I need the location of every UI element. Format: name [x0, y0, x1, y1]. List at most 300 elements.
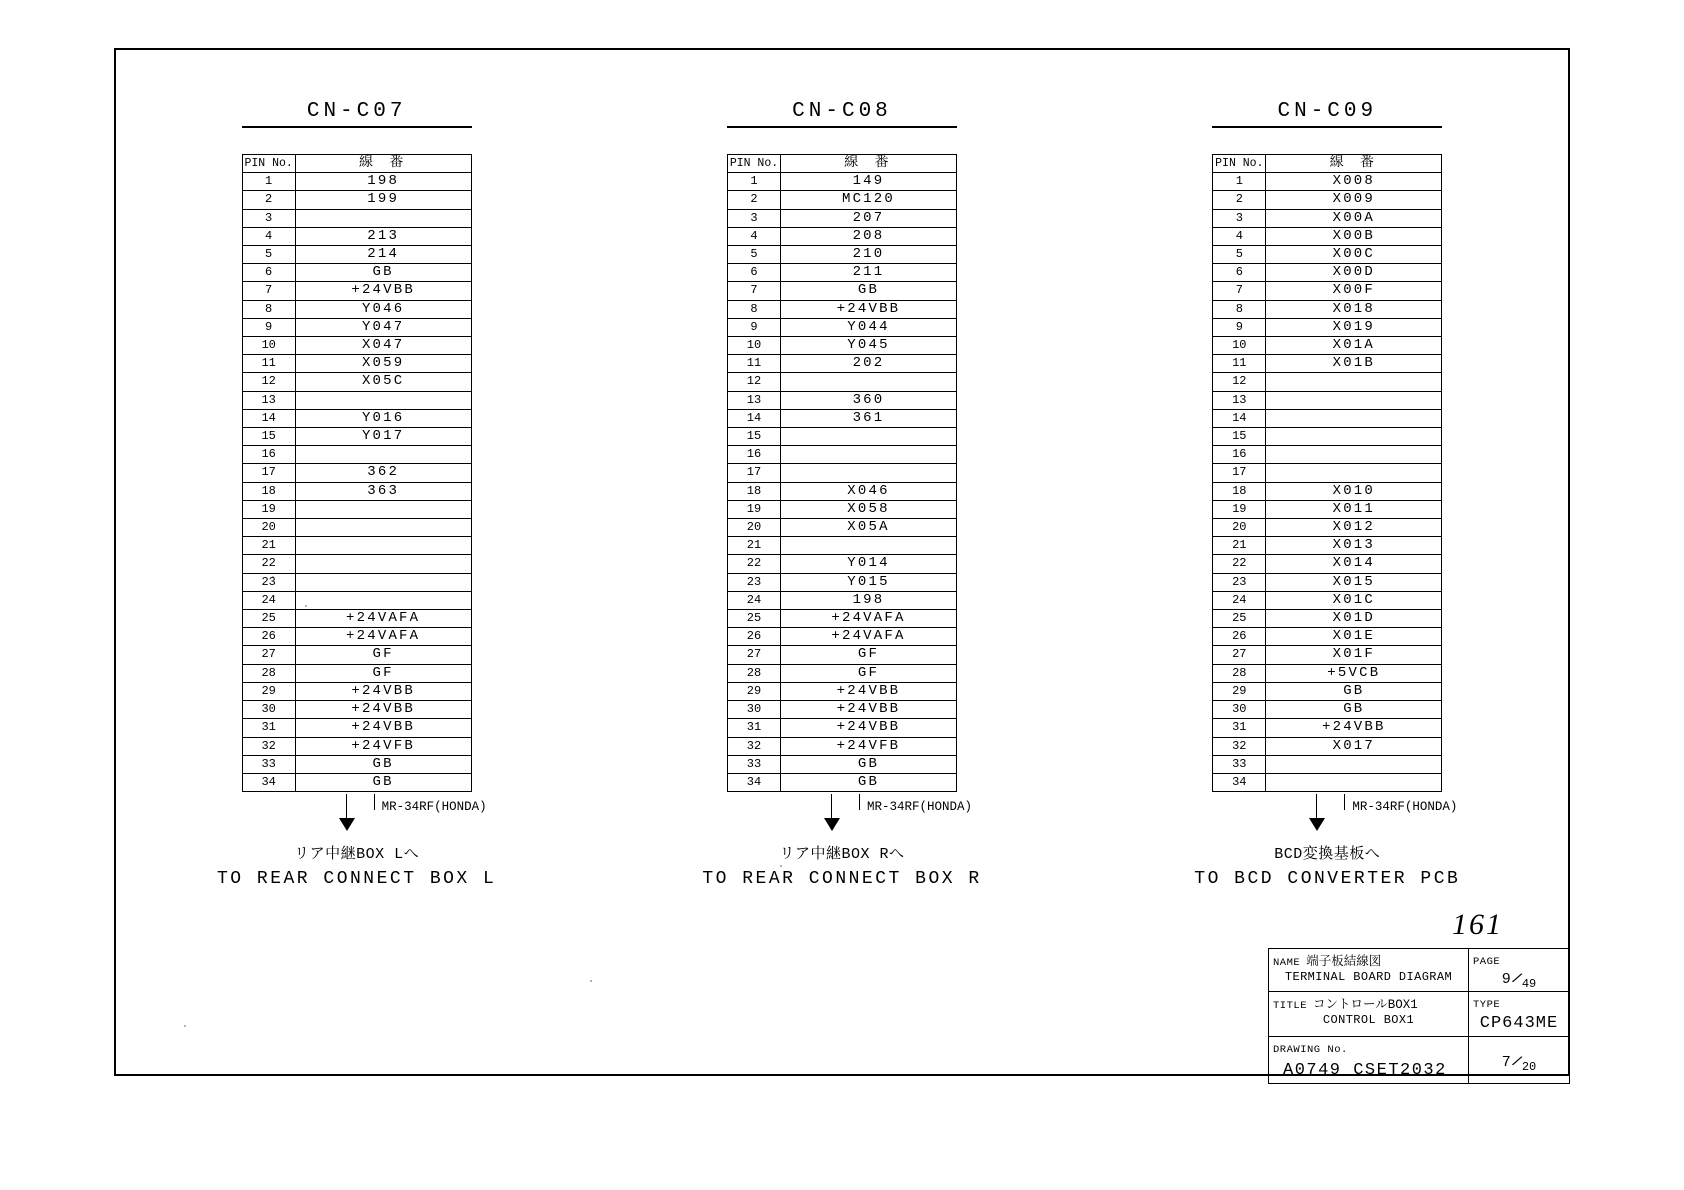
pin-number-cell: 26 — [242, 628, 295, 646]
wire-number-cell — [295, 537, 471, 555]
pin-number-cell: 13 — [727, 391, 780, 409]
header-wire-no: 線 番 — [1266, 155, 1442, 173]
table-row — [1213, 755, 1442, 773]
wire-number-cell: +24VAFA — [295, 628, 471, 646]
name-value-jp: 端子板結線図 — [1306, 955, 1382, 969]
page-denominator: 49 — [1521, 977, 1537, 991]
table-row — [727, 264, 956, 282]
pin-number-cell: 20 — [727, 519, 780, 537]
title-block-title-cell — [1269, 992, 1469, 1036]
table-row — [242, 282, 471, 300]
pin-number-cell: 16 — [242, 446, 295, 464]
pin-number-cell: 27 — [1213, 646, 1266, 664]
connector-title: CN-C09 — [1212, 100, 1442, 128]
table-row — [242, 482, 471, 500]
title-block-page-cell — [1469, 949, 1569, 991]
connector-type-label: MR-34RF(HONDA) — [866, 800, 973, 815]
pin-number-cell: 6 — [727, 264, 780, 282]
wire-number-cell: +24VFB — [780, 737, 956, 755]
wire-number-cell — [1266, 409, 1442, 427]
table-row — [242, 682, 471, 700]
rev-numerator: 7 — [1501, 1054, 1511, 1071]
wire-number-cell: GB — [295, 264, 471, 282]
wire-number-cell — [1266, 446, 1442, 464]
pin-number-cell: 31 — [1213, 719, 1266, 737]
wire-number-cell: X01B — [1266, 355, 1442, 373]
wire-number-cell: X01C — [1266, 591, 1442, 609]
wire-number-cell: X01A — [1266, 337, 1442, 355]
connector-tables-container — [114, 100, 1570, 889]
wire-number-cell: X00F — [1266, 282, 1442, 300]
table-row — [1213, 337, 1442, 355]
wire-number-cell: X05C — [295, 373, 471, 391]
pin-number-cell: 2 — [242, 191, 295, 209]
title-block — [1268, 948, 1570, 1084]
table-row — [727, 628, 956, 646]
wire-number-cell: X019 — [1266, 318, 1442, 336]
table-row — [242, 573, 471, 591]
table-row — [1213, 409, 1442, 427]
wire-number-cell: X011 — [1266, 500, 1442, 518]
header-pin-no: PIN No. — [242, 155, 295, 173]
wire-number-cell: X059 — [295, 355, 471, 373]
arrow-shaft — [831, 794, 832, 820]
wire-number-cell: 213 — [295, 227, 471, 245]
connector-block-cn-c09 — [1137, 100, 1517, 889]
title-block-drawing-cell — [1269, 1037, 1469, 1083]
pin-number-cell: 20 — [1213, 519, 1266, 537]
pin-number-cell: 2 — [1213, 191, 1266, 209]
pin-number-cell: 1 — [727, 173, 780, 191]
pin-number-cell: 30 — [1213, 701, 1266, 719]
header-wire-no: 線 番 — [780, 155, 956, 173]
table-row — [242, 264, 471, 282]
wire-number-cell: Y016 — [295, 409, 471, 427]
wire-number-cell — [295, 500, 471, 518]
table-row — [1213, 628, 1442, 646]
pin-number-cell: 3 — [1213, 209, 1266, 227]
type-key: TYPE — [1473, 999, 1501, 1011]
pin-number-cell: 9 — [242, 318, 295, 336]
table-row — [1213, 428, 1442, 446]
wire-number-cell — [780, 446, 956, 464]
leader-line — [859, 794, 860, 810]
pin-number-cell: 23 — [1213, 573, 1266, 591]
table-row — [727, 282, 956, 300]
pin-number-cell: 14 — [1213, 409, 1266, 427]
pin-number-cell: 30 — [727, 701, 780, 719]
wire-number-cell: X010 — [1266, 482, 1442, 500]
pin-number-cell: 30 — [242, 701, 295, 719]
wire-number-cell: X058 — [780, 500, 956, 518]
pin-number-cell: 7 — [242, 282, 295, 300]
table-row — [1213, 555, 1442, 573]
table-row — [1213, 227, 1442, 245]
pin-number-cell: 24 — [727, 591, 780, 609]
pin-number-cell: 28 — [1213, 664, 1266, 682]
table-row — [242, 701, 471, 719]
pin-number-cell: 10 — [727, 337, 780, 355]
wire-number-cell: 210 — [780, 246, 956, 264]
table-header-row — [727, 155, 956, 173]
fraction-bar: / — [1509, 969, 1524, 990]
wire-number-cell: 211 — [780, 264, 956, 282]
table-row — [727, 173, 956, 191]
connector-block-cn-c08 — [652, 100, 1032, 889]
wire-number-cell: GF — [295, 664, 471, 682]
table-header-row — [242, 155, 471, 173]
wire-number-cell — [780, 464, 956, 482]
table-row — [727, 428, 956, 446]
wire-number-cell — [295, 573, 471, 591]
table-row — [727, 318, 956, 336]
wire-number-cell: 360 — [780, 391, 956, 409]
title-block-name-cell — [1269, 949, 1469, 991]
header-pin-no: PIN No. — [727, 155, 780, 173]
pin-number-cell: 28 — [242, 664, 295, 682]
wire-number-cell: 202 — [780, 355, 956, 373]
wire-number-cell — [1266, 773, 1442, 791]
wire-number-cell — [295, 591, 471, 609]
wire-number-cell: Y015 — [780, 573, 956, 591]
table-row — [242, 428, 471, 446]
wire-number-cell: 198 — [295, 173, 471, 191]
table-row — [242, 318, 471, 336]
table-row — [242, 500, 471, 518]
pin-number-cell: 18 — [1213, 482, 1266, 500]
wire-number-cell — [780, 373, 956, 391]
pin-number-cell: 22 — [727, 555, 780, 573]
wire-number-cell: +24VBB — [295, 682, 471, 700]
table-row — [727, 719, 956, 737]
table-row — [1213, 719, 1442, 737]
wire-number-cell: +24VBB — [780, 701, 956, 719]
wire-number-cell: X01F — [1266, 646, 1442, 664]
wire-number-cell: X00A — [1266, 209, 1442, 227]
table-row — [1213, 573, 1442, 591]
wire-number-cell: 363 — [295, 482, 471, 500]
title-block-name-row — [1269, 949, 1569, 992]
wire-number-cell: Y017 — [295, 428, 471, 446]
pin-number-cell: 33 — [1213, 755, 1266, 773]
pin-number-cell: 16 — [1213, 446, 1266, 464]
pin-number-cell: 15 — [1213, 428, 1266, 446]
table-row — [242, 719, 471, 737]
drawing-value: A0749 CSET2032 — [1283, 1061, 1447, 1080]
wire-number-cell: Y046 — [295, 300, 471, 318]
table-row — [242, 173, 471, 191]
pin-number-cell: 18 — [727, 482, 780, 500]
pin-rows-cn-c08 — [727, 173, 956, 792]
pin-number-cell: 24 — [242, 591, 295, 609]
destination-cn-c07 — [217, 842, 496, 889]
pin-number-cell: 17 — [1213, 464, 1266, 482]
table-row — [1213, 318, 1442, 336]
connector-title: CN-C08 — [727, 100, 957, 128]
pin-number-cell: 8 — [1213, 300, 1266, 318]
wire-number-cell: GF — [780, 664, 956, 682]
table-row — [242, 391, 471, 409]
pin-rows-cn-c07 — [242, 173, 471, 792]
table-row — [242, 300, 471, 318]
wire-number-cell — [295, 391, 471, 409]
table-row — [1213, 464, 1442, 482]
header-wire-no: 線 番 — [295, 155, 471, 173]
wire-number-cell: GB — [780, 773, 956, 791]
connector-type-label: MR-34RF(HONDA) — [381, 800, 487, 815]
arrow-head-icon — [339, 818, 355, 831]
pin-number-cell: 8 — [242, 300, 295, 318]
page-value — [1473, 969, 1565, 991]
wire-number-cell: X017 — [1266, 737, 1442, 755]
pin-number-cell: 19 — [242, 500, 295, 518]
pin-number-cell: 31 — [727, 719, 780, 737]
pin-number-cell: 29 — [242, 682, 295, 700]
pin-number-cell: 12 — [727, 373, 780, 391]
arrow-shaft — [346, 794, 347, 820]
pin-number-cell: 4 — [242, 227, 295, 245]
wire-number-cell: X047 — [295, 337, 471, 355]
wire-number-cell: +24VBB — [295, 701, 471, 719]
wire-number-cell: 214 — [295, 246, 471, 264]
connector-arrow-cn-c07 — [242, 794, 487, 840]
table-row — [242, 737, 471, 755]
destination-label-en: TO REAR CONNECT BOX L — [216, 869, 497, 890]
wire-number-cell: X012 — [1266, 519, 1442, 537]
pin-rows-cn-c09 — [1213, 173, 1442, 792]
pin-number-cell: 9 — [727, 318, 780, 336]
wire-number-cell: 198 — [780, 591, 956, 609]
wire-number-cell: Y047 — [295, 318, 471, 336]
pin-number-cell: 10 — [1213, 337, 1266, 355]
wire-number-cell: GB — [1266, 701, 1442, 719]
wire-number-cell: X046 — [780, 482, 956, 500]
title-block-rev-cell — [1469, 1037, 1569, 1083]
pin-number-cell: 12 — [1213, 373, 1266, 391]
wire-number-cell: 149 — [780, 173, 956, 191]
pin-number-cell: 6 — [1213, 264, 1266, 282]
pin-number-cell: 23 — [242, 573, 295, 591]
wire-number-cell: 207 — [780, 209, 956, 227]
table-row — [242, 209, 471, 227]
pin-number-cell: 5 — [242, 246, 295, 264]
pin-number-cell: 32 — [1213, 737, 1266, 755]
table-row — [727, 209, 956, 227]
wire-number-cell: +5VCB — [1266, 664, 1442, 682]
table-row — [1213, 373, 1442, 391]
pin-number-cell: 24 — [1213, 591, 1266, 609]
wire-number-cell: Y044 — [780, 318, 956, 336]
pin-number-cell: 26 — [1213, 628, 1266, 646]
pin-number-cell: 23 — [727, 573, 780, 591]
wire-number-cell — [1266, 391, 1442, 409]
table-row — [1213, 701, 1442, 719]
pin-number-cell: 4 — [1213, 227, 1266, 245]
wire-number-cell — [1266, 428, 1442, 446]
arrow-shaft — [1316, 794, 1317, 820]
table-row — [727, 464, 956, 482]
table-row — [727, 737, 956, 755]
rev-fraction — [1500, 1052, 1538, 1074]
table-row — [727, 446, 956, 464]
handwritten-page-number: 161 — [1452, 908, 1503, 941]
table-row — [727, 664, 956, 682]
table-row — [727, 246, 956, 264]
type-value: CP643ME — [1479, 1014, 1559, 1033]
table-row — [242, 628, 471, 646]
table-row — [1213, 682, 1442, 700]
destination-cn-c09 — [1194, 842, 1460, 889]
table-row — [1213, 519, 1442, 537]
page-numerator: 9 — [1501, 971, 1511, 988]
connector-arrow-cn-c09 — [1212, 794, 1458, 840]
wire-number-cell: +24VAFA — [780, 628, 956, 646]
pin-number-cell: 6 — [242, 264, 295, 282]
pin-number-cell: 13 — [1213, 391, 1266, 409]
pin-table-cn-c07 — [242, 154, 472, 792]
rev-fraction-bar: / — [1509, 1052, 1524, 1073]
table-row — [1213, 209, 1442, 227]
pin-number-cell: 34 — [242, 773, 295, 791]
wire-number-cell: +24VAFA — [780, 610, 956, 628]
rev-value — [1473, 1039, 1565, 1074]
pin-number-cell: 4 — [727, 227, 780, 245]
pin-number-cell: 31 — [242, 719, 295, 737]
table-row — [727, 519, 956, 537]
table-row — [1213, 446, 1442, 464]
pin-number-cell: 26 — [727, 628, 780, 646]
pin-number-cell: 22 — [1213, 555, 1266, 573]
page-key: PAGE — [1473, 956, 1501, 968]
wire-number-cell: X00D — [1266, 264, 1442, 282]
wire-number-cell — [1266, 755, 1442, 773]
table-row — [727, 537, 956, 555]
wire-number-cell: +24VBB — [780, 719, 956, 737]
leader-line — [1344, 794, 1345, 810]
table-header-row — [1213, 155, 1442, 173]
wire-number-cell: GB — [1266, 682, 1442, 700]
table-row — [242, 555, 471, 573]
pin-number-cell: 25 — [1213, 610, 1266, 628]
destination-label-jp: リア中継BOX Lへ — [294, 846, 420, 864]
wire-number-cell: +24VFB — [295, 737, 471, 755]
pin-number-cell: 12 — [242, 373, 295, 391]
table-row — [727, 610, 956, 628]
wire-number-cell: X013 — [1266, 537, 1442, 555]
table-row — [242, 773, 471, 791]
pin-number-cell: 25 — [242, 610, 295, 628]
wire-number-cell — [780, 537, 956, 555]
table-row — [242, 191, 471, 209]
connector-title: CN-C07 — [242, 100, 472, 128]
wire-number-cell — [1266, 373, 1442, 391]
pin-number-cell: 21 — [1213, 537, 1266, 555]
pin-number-cell: 34 — [1213, 773, 1266, 791]
pin-number-cell: 15 — [242, 428, 295, 446]
title-block-type-cell — [1469, 992, 1569, 1036]
table-row — [1213, 500, 1442, 518]
table-row — [727, 227, 956, 245]
wire-number-cell: GF — [295, 646, 471, 664]
wire-number-cell — [295, 209, 471, 227]
destination-label-jp: BCD変換基板へ — [1274, 846, 1381, 864]
table-row — [1213, 610, 1442, 628]
wire-number-cell — [780, 428, 956, 446]
connector-type-label: MR-34RF(HONDA) — [1352, 800, 1458, 815]
pin-number-cell: 8 — [727, 300, 780, 318]
wire-number-cell — [295, 446, 471, 464]
pin-number-cell: 14 — [727, 409, 780, 427]
wire-number-cell: 362 — [295, 464, 471, 482]
page-fraction — [1500, 969, 1538, 991]
wire-number-cell: X01D — [1266, 610, 1442, 628]
table-row — [727, 191, 956, 209]
pin-number-cell: 29 — [727, 682, 780, 700]
wire-number-cell — [295, 519, 471, 537]
table-row — [242, 646, 471, 664]
pin-table-cn-c08 — [727, 154, 957, 792]
table-row — [242, 537, 471, 555]
table-row — [727, 500, 956, 518]
table-row — [242, 610, 471, 628]
pin-number-cell: 9 — [1213, 318, 1266, 336]
leader-line — [374, 794, 375, 810]
wire-number-cell: GB — [295, 755, 471, 773]
wire-number-cell: 361 — [780, 409, 956, 427]
table-row — [1213, 246, 1442, 264]
pin-number-cell: 11 — [1213, 355, 1266, 373]
table-row — [727, 701, 956, 719]
table-row — [242, 337, 471, 355]
connector-arrow-cn-c08 — [727, 794, 973, 840]
table-row — [727, 573, 956, 591]
table-row — [242, 446, 471, 464]
table-row — [242, 755, 471, 773]
table-row — [242, 246, 471, 264]
pin-number-cell: 13 — [242, 391, 295, 409]
pin-table-cn-c09 — [1212, 154, 1442, 792]
wire-number-cell — [295, 555, 471, 573]
wire-number-cell: MC120 — [780, 191, 956, 209]
table-row — [727, 755, 956, 773]
pin-number-cell: 5 — [727, 246, 780, 264]
pin-number-cell: 14 — [242, 409, 295, 427]
table-row — [1213, 646, 1442, 664]
pin-number-cell: 7 — [1213, 282, 1266, 300]
table-row — [1213, 391, 1442, 409]
title-key: TITLE — [1273, 1000, 1308, 1012]
pin-number-cell: 20 — [242, 519, 295, 537]
table-row — [242, 464, 471, 482]
table-row — [242, 373, 471, 391]
wire-number-cell: GB — [780, 282, 956, 300]
table-row — [1213, 664, 1442, 682]
table-row — [1213, 537, 1442, 555]
wire-number-cell: X05A — [780, 519, 956, 537]
pin-number-cell: 17 — [727, 464, 780, 482]
wire-number-cell: +24VBB — [780, 682, 956, 700]
pin-number-cell: 16 — [727, 446, 780, 464]
wire-number-cell: X018 — [1266, 300, 1442, 318]
wire-number-cell: +24VBB — [295, 282, 471, 300]
table-row — [242, 409, 471, 427]
pin-number-cell: 1 — [1213, 173, 1266, 191]
table-row — [727, 555, 956, 573]
table-row — [242, 664, 471, 682]
wire-number-cell: +24VBB — [295, 719, 471, 737]
pin-number-cell: 1 — [242, 173, 295, 191]
wire-number-cell: GB — [780, 755, 956, 773]
